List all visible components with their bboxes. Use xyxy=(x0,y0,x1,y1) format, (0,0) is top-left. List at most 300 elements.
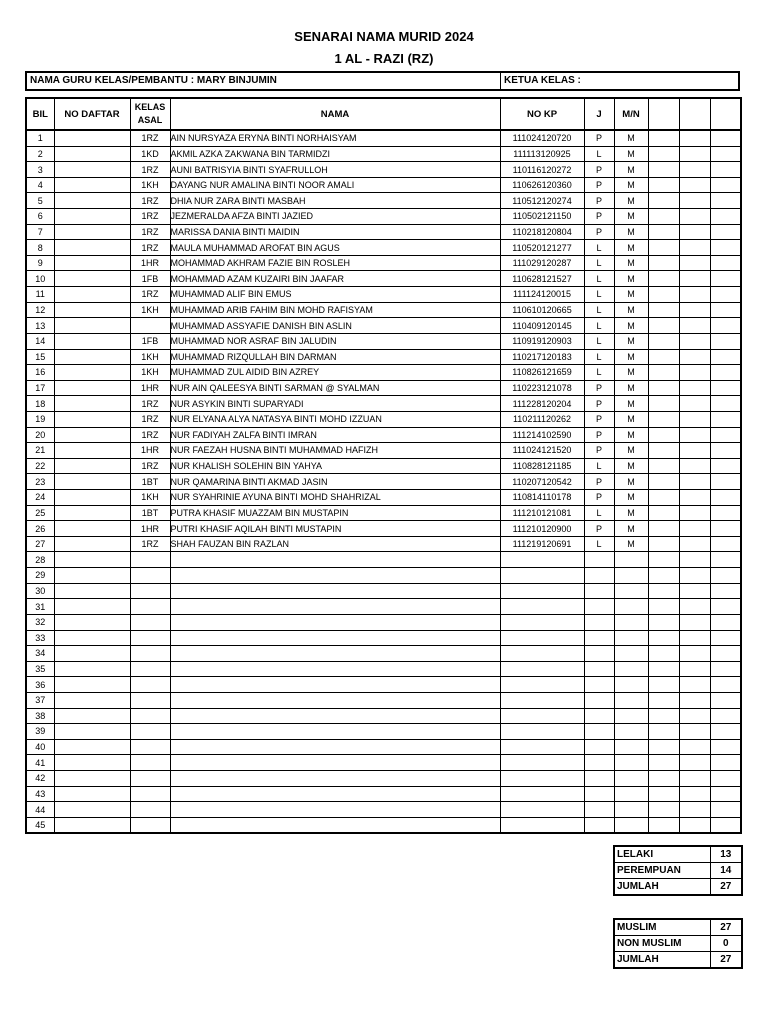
cell-blank xyxy=(648,396,679,412)
cell-blank xyxy=(648,302,679,318)
cell-blank xyxy=(710,661,741,677)
cell-j xyxy=(584,708,614,724)
cell-no-kp: 110218120804 xyxy=(500,224,584,240)
cell-no-kp: 111024121520 xyxy=(500,443,584,459)
cell-blank xyxy=(710,162,741,178)
table-header-row xyxy=(26,98,741,130)
cell-kelas-asal: 1RZ xyxy=(130,458,170,474)
cell-nama xyxy=(170,708,500,724)
cell-kelas-asal xyxy=(130,318,170,334)
cell-blank xyxy=(648,380,679,396)
cell-j: L xyxy=(584,240,614,256)
cell-no-daftar xyxy=(54,630,130,646)
cell-no-daftar xyxy=(54,146,130,162)
cell-blank xyxy=(710,427,741,443)
page-title: SENARAI NAMA MURID 2024 xyxy=(294,29,474,44)
cell-nama: NUR SYAHRINIE AYUNA BINTI MOHD SHAHRIZAL xyxy=(170,490,500,506)
cell-mn xyxy=(614,583,648,599)
cell-j xyxy=(584,630,614,646)
cell-blank xyxy=(710,240,741,256)
cell-no-kp: 111219120691 xyxy=(500,536,584,552)
cell-no-kp: 110223121078 xyxy=(500,380,584,396)
table-row xyxy=(26,786,741,802)
cell-blank xyxy=(710,458,741,474)
summary-value: 27 xyxy=(710,952,742,969)
cell-blank xyxy=(710,287,741,303)
cell-kelas-asal: 1KH xyxy=(130,302,170,318)
cell-nama: NUR AIN QALEESYA BINTI SARMAN @ SYALMAN xyxy=(170,380,500,396)
cell-no-kp: 110826121659 xyxy=(500,365,584,381)
table-row xyxy=(26,568,741,584)
cell-mn: M xyxy=(614,209,648,225)
gender-summary-table xyxy=(613,845,743,896)
cell-no-daftar xyxy=(54,193,130,209)
table-row xyxy=(26,552,741,568)
cell-no-kp: 110828121185 xyxy=(500,458,584,474)
cell-no-daftar xyxy=(54,724,130,740)
summary-row xyxy=(614,863,742,879)
table-row xyxy=(26,724,741,740)
cell-no-kp: 110919120903 xyxy=(500,333,584,349)
cell-no-daftar xyxy=(54,614,130,630)
cell-blank xyxy=(710,802,741,818)
cell-kelas-asal xyxy=(130,568,170,584)
cell-bil: 38 xyxy=(26,708,54,724)
cell-mn xyxy=(614,755,648,771)
cell-blank xyxy=(679,817,710,833)
cell-no-kp xyxy=(500,614,584,630)
cell-nama xyxy=(170,583,500,599)
cell-no-kp: 111113120925 xyxy=(500,146,584,162)
table-row xyxy=(26,770,741,786)
table-row xyxy=(26,630,741,646)
cell-nama xyxy=(170,739,500,755)
cell-bil: 24 xyxy=(26,490,54,506)
cell-nama: NUR QAMARINA BINTI AKMAD JASIN xyxy=(170,474,500,490)
cell-bil: 34 xyxy=(26,646,54,662)
teacher-info-bar xyxy=(25,71,740,91)
cell-mn xyxy=(614,739,648,755)
table-row xyxy=(26,271,741,287)
cell-kelas-asal xyxy=(130,646,170,662)
cell-blank xyxy=(679,255,710,271)
cell-nama xyxy=(170,817,500,833)
cell-blank xyxy=(710,411,741,427)
cell-mn: M xyxy=(614,427,648,443)
cell-blank xyxy=(648,490,679,506)
cell-no-daftar xyxy=(54,568,130,584)
student-list-table xyxy=(25,97,742,834)
cell-kelas-asal: 1KH xyxy=(130,177,170,193)
cell-nama xyxy=(170,614,500,630)
cell-kelas-asal: 1RZ xyxy=(130,162,170,178)
cell-bil: 4 xyxy=(26,177,54,193)
cell-no-kp xyxy=(500,677,584,693)
cell-blank xyxy=(648,692,679,708)
cell-kelas-asal: 1HR xyxy=(130,380,170,396)
cell-blank xyxy=(710,365,741,381)
cell-blank xyxy=(679,130,710,146)
cell-blank xyxy=(679,490,710,506)
cell-blank xyxy=(648,646,679,662)
cell-nama: MARISSA DANIA BINTI MAIDIN xyxy=(170,224,500,240)
cell-mn: M xyxy=(614,505,648,521)
cell-no-kp: 111210121081 xyxy=(500,505,584,521)
col-header-mn: M/N xyxy=(614,98,648,130)
table-row xyxy=(26,443,741,459)
cell-mn: M xyxy=(614,458,648,474)
cell-blank xyxy=(648,724,679,740)
cell-no-daftar xyxy=(54,411,130,427)
cell-bil: 22 xyxy=(26,458,54,474)
cell-no-kp xyxy=(500,599,584,615)
cell-kelas-asal: 1HR xyxy=(130,521,170,537)
cell-blank xyxy=(710,724,741,740)
cell-bil: 10 xyxy=(26,271,54,287)
cell-mn: M xyxy=(614,490,648,506)
cell-no-kp: 110628121527 xyxy=(500,271,584,287)
cell-mn: M xyxy=(614,365,648,381)
cell-no-kp: 110211120262 xyxy=(500,411,584,427)
cell-bil: 31 xyxy=(26,599,54,615)
cell-kelas-asal: 1RZ xyxy=(130,411,170,427)
cell-bil: 32 xyxy=(26,614,54,630)
cell-j: L xyxy=(584,505,614,521)
cell-blank xyxy=(679,692,710,708)
cell-no-daftar xyxy=(54,708,130,724)
table-row xyxy=(26,380,741,396)
cell-no-daftar xyxy=(54,692,130,708)
cell-blank xyxy=(710,302,741,318)
cell-blank xyxy=(710,739,741,755)
cell-blank xyxy=(679,739,710,755)
cell-blank xyxy=(679,677,710,693)
cell-blank xyxy=(710,224,741,240)
cell-blank xyxy=(679,240,710,256)
cell-bil: 3 xyxy=(26,162,54,178)
cell-kelas-asal: 1RZ xyxy=(130,536,170,552)
cell-kelas-asal xyxy=(130,708,170,724)
cell-kelas-asal: 1RZ xyxy=(130,224,170,240)
cell-kelas-asal: 1KD xyxy=(130,146,170,162)
cell-bil: 40 xyxy=(26,739,54,755)
cell-mn: M xyxy=(614,396,648,412)
cell-blank xyxy=(679,474,710,490)
cell-blank xyxy=(710,146,741,162)
cell-nama: AKMIL AZKA ZAKWANA BIN TARMIDZI xyxy=(170,146,500,162)
cell-nama: NUR ELYANA ALYA NATASYA BINTI MOHD IZZUAN xyxy=(170,411,500,427)
cell-nama xyxy=(170,692,500,708)
cell-mn xyxy=(614,786,648,802)
cell-kelas-asal: 1RZ xyxy=(130,209,170,225)
summary-value: 0 xyxy=(710,936,742,952)
cell-mn xyxy=(614,568,648,584)
cell-blank xyxy=(648,630,679,646)
cell-blank xyxy=(710,677,741,693)
cell-bil: 21 xyxy=(26,443,54,459)
cell-j xyxy=(584,583,614,599)
cell-j: P xyxy=(584,474,614,490)
cell-blank xyxy=(648,802,679,818)
summary-label: JUMLAH xyxy=(614,879,710,896)
cell-j: P xyxy=(584,411,614,427)
cell-no-daftar xyxy=(54,646,130,662)
cell-blank xyxy=(679,568,710,584)
cell-mn: M xyxy=(614,240,648,256)
col-header-blank xyxy=(710,98,741,130)
cell-nama: MUHAMMAD ZUL AIDID BIN AZREY xyxy=(170,365,500,381)
cell-nama: NUR FADIYAH ZALFA BINTI IMRAN xyxy=(170,427,500,443)
cell-blank xyxy=(648,708,679,724)
cell-j: L xyxy=(584,458,614,474)
cell-kelas-asal: 1RZ xyxy=(130,287,170,303)
cell-j xyxy=(584,786,614,802)
cell-mn: M xyxy=(614,130,648,146)
cell-blank xyxy=(679,505,710,521)
religion-summary-table xyxy=(613,918,743,969)
cell-nama: MOHAMMAD AKHRAM FAZIE BIN ROSLEH xyxy=(170,255,500,271)
cell-blank xyxy=(679,209,710,225)
cell-blank xyxy=(710,583,741,599)
cell-blank xyxy=(710,786,741,802)
summary-label: LELAKI xyxy=(614,846,710,863)
cell-j: P xyxy=(584,193,614,209)
table-row xyxy=(26,177,741,193)
cell-blank xyxy=(648,318,679,334)
cell-no-daftar xyxy=(54,240,130,256)
cell-nama: NUR ASYKIN BINTI SUPARYADI xyxy=(170,396,500,412)
table-row xyxy=(26,162,741,178)
cell-mn: M xyxy=(614,287,648,303)
cell-no-daftar xyxy=(54,443,130,459)
cell-mn: M xyxy=(614,521,648,537)
cell-nama: AUNI BATRISYIA BINTI SYAFRULLOH xyxy=(170,162,500,178)
cell-kelas-asal: 1RZ xyxy=(130,240,170,256)
cell-kelas-asal: 1RZ xyxy=(130,130,170,146)
summary-row xyxy=(614,879,742,896)
cell-kelas-asal xyxy=(130,802,170,818)
cell-j: L xyxy=(584,318,614,334)
cell-no-kp: 110217120183 xyxy=(500,349,584,365)
cell-blank xyxy=(648,817,679,833)
table-row xyxy=(26,646,741,662)
cell-blank xyxy=(710,209,741,225)
cell-nama: MUHAMMAD ALIF BIN EMUS xyxy=(170,287,500,303)
cell-blank xyxy=(648,271,679,287)
cell-j xyxy=(584,614,614,630)
cell-blank xyxy=(648,677,679,693)
table-row xyxy=(26,349,741,365)
cell-kelas-asal xyxy=(130,739,170,755)
cell-blank xyxy=(648,411,679,427)
cell-mn xyxy=(614,677,648,693)
cell-blank xyxy=(648,536,679,552)
cell-j xyxy=(584,724,614,740)
cell-no-kp: 111210120900 xyxy=(500,521,584,537)
cell-nama: MAULA MUHAMMAD AROFAT BIN AGUS xyxy=(170,240,500,256)
cell-j xyxy=(584,770,614,786)
cell-no-daftar xyxy=(54,333,130,349)
cell-no-daftar xyxy=(54,786,130,802)
cell-blank xyxy=(679,380,710,396)
cell-blank xyxy=(710,817,741,833)
cell-blank xyxy=(679,536,710,552)
cell-blank xyxy=(648,599,679,615)
cell-no-kp: 111124120015 xyxy=(500,287,584,303)
cell-blank xyxy=(679,146,710,162)
cell-bil: 13 xyxy=(26,318,54,334)
cell-blank xyxy=(679,458,710,474)
cell-no-daftar xyxy=(54,677,130,693)
cell-no-kp xyxy=(500,661,584,677)
cell-kelas-asal: 1RZ xyxy=(130,396,170,412)
cell-j xyxy=(584,739,614,755)
cell-kelas-asal: 1FB xyxy=(130,271,170,287)
cell-no-daftar xyxy=(54,739,130,755)
cell-bil: 33 xyxy=(26,630,54,646)
cell-blank xyxy=(710,255,741,271)
table-row xyxy=(26,365,741,381)
cell-blank xyxy=(679,411,710,427)
cell-bil: 25 xyxy=(26,505,54,521)
cell-kelas-asal: 1HR xyxy=(130,443,170,459)
cell-blank xyxy=(679,583,710,599)
table-row xyxy=(26,708,741,724)
cell-blank xyxy=(710,396,741,412)
cell-blank xyxy=(648,739,679,755)
cell-mn xyxy=(614,646,648,662)
table-row xyxy=(26,130,741,146)
cell-no-daftar xyxy=(54,287,130,303)
cell-bil: 1 xyxy=(26,130,54,146)
table-row xyxy=(26,583,741,599)
cell-blank xyxy=(679,333,710,349)
cell-no-daftar xyxy=(54,583,130,599)
table-row xyxy=(26,411,741,427)
cell-blank xyxy=(679,427,710,443)
cell-blank xyxy=(648,770,679,786)
class-subtitle: 1 AL - RAZI (RZ) xyxy=(334,51,434,66)
col-header-blank xyxy=(679,98,710,130)
cell-blank xyxy=(710,646,741,662)
table-row xyxy=(26,474,741,490)
cell-blank xyxy=(710,630,741,646)
cell-nama xyxy=(170,755,500,771)
cell-j: L xyxy=(584,271,614,287)
cell-nama: JEZMERALDA AFZA BINTI JAZIED xyxy=(170,209,500,225)
cell-blank xyxy=(648,443,679,459)
cell-blank xyxy=(679,318,710,334)
cell-nama xyxy=(170,552,500,568)
cell-bil: 29 xyxy=(26,568,54,584)
cell-mn: M xyxy=(614,255,648,271)
cell-mn: M xyxy=(614,162,648,178)
cell-blank xyxy=(648,755,679,771)
cell-no-daftar xyxy=(54,802,130,818)
cell-kelas-asal xyxy=(130,599,170,615)
cell-kelas-asal: 1KH xyxy=(130,490,170,506)
cell-nama: SHAH FAUZAN BIN RAZLAN xyxy=(170,536,500,552)
cell-mn: M xyxy=(614,193,648,209)
cell-no-daftar xyxy=(54,599,130,615)
cell-blank xyxy=(648,661,679,677)
cell-no-daftar xyxy=(54,177,130,193)
cell-no-kp xyxy=(500,568,584,584)
cell-nama xyxy=(170,599,500,615)
cell-blank xyxy=(679,443,710,459)
cell-no-kp: 110814110178 xyxy=(500,490,584,506)
cell-no-daftar xyxy=(54,521,130,537)
cell-blank xyxy=(679,724,710,740)
table-row xyxy=(26,209,741,225)
cell-blank xyxy=(710,130,741,146)
cell-blank xyxy=(648,583,679,599)
cell-mn xyxy=(614,692,648,708)
cell-kelas-asal: 1BT xyxy=(130,474,170,490)
cell-mn xyxy=(614,802,648,818)
cell-blank xyxy=(679,193,710,209)
cell-blank xyxy=(648,255,679,271)
table-row xyxy=(26,817,741,833)
cell-blank xyxy=(648,614,679,630)
cell-j xyxy=(584,599,614,615)
cell-bil: 6 xyxy=(26,209,54,225)
cell-blank xyxy=(679,396,710,412)
col-header-nama: NAMA xyxy=(170,98,500,130)
cell-j: L xyxy=(584,302,614,318)
table-row xyxy=(26,677,741,693)
cell-blank xyxy=(648,552,679,568)
cell-blank xyxy=(648,505,679,521)
cell-no-kp: 110116120272 xyxy=(500,162,584,178)
cell-nama xyxy=(170,786,500,802)
cell-blank xyxy=(648,568,679,584)
cell-blank xyxy=(710,521,741,537)
cell-no-daftar xyxy=(54,162,130,178)
cell-no-kp: 111214102590 xyxy=(500,427,584,443)
table-row xyxy=(26,458,741,474)
cell-no-kp xyxy=(500,692,584,708)
cell-bil: 37 xyxy=(26,692,54,708)
cell-j: P xyxy=(584,443,614,459)
cell-kelas-asal: 1HR xyxy=(130,255,170,271)
cell-j: L xyxy=(584,255,614,271)
cell-bil: 17 xyxy=(26,380,54,396)
cell-j xyxy=(584,646,614,662)
cell-no-kp xyxy=(500,755,584,771)
cell-no-daftar xyxy=(54,380,130,396)
cell-j: P xyxy=(584,130,614,146)
cell-blank xyxy=(648,333,679,349)
cell-blank xyxy=(648,427,679,443)
cell-j xyxy=(584,802,614,818)
cell-bil: 26 xyxy=(26,521,54,537)
cell-bil: 19 xyxy=(26,411,54,427)
cell-no-kp: 110207120542 xyxy=(500,474,584,490)
cell-blank xyxy=(710,505,741,521)
cell-nama: NUR KHALISH SOLEHIN BIN YAHYA xyxy=(170,458,500,474)
cell-no-daftar xyxy=(54,318,130,334)
cell-kelas-asal: 1RZ xyxy=(130,427,170,443)
summary-row xyxy=(614,846,742,863)
cell-mn: M xyxy=(614,333,648,349)
cell-bil: 23 xyxy=(26,474,54,490)
cell-j xyxy=(584,552,614,568)
cell-kelas-asal xyxy=(130,630,170,646)
cell-mn xyxy=(614,817,648,833)
table-row xyxy=(26,521,741,537)
cell-no-kp xyxy=(500,583,584,599)
